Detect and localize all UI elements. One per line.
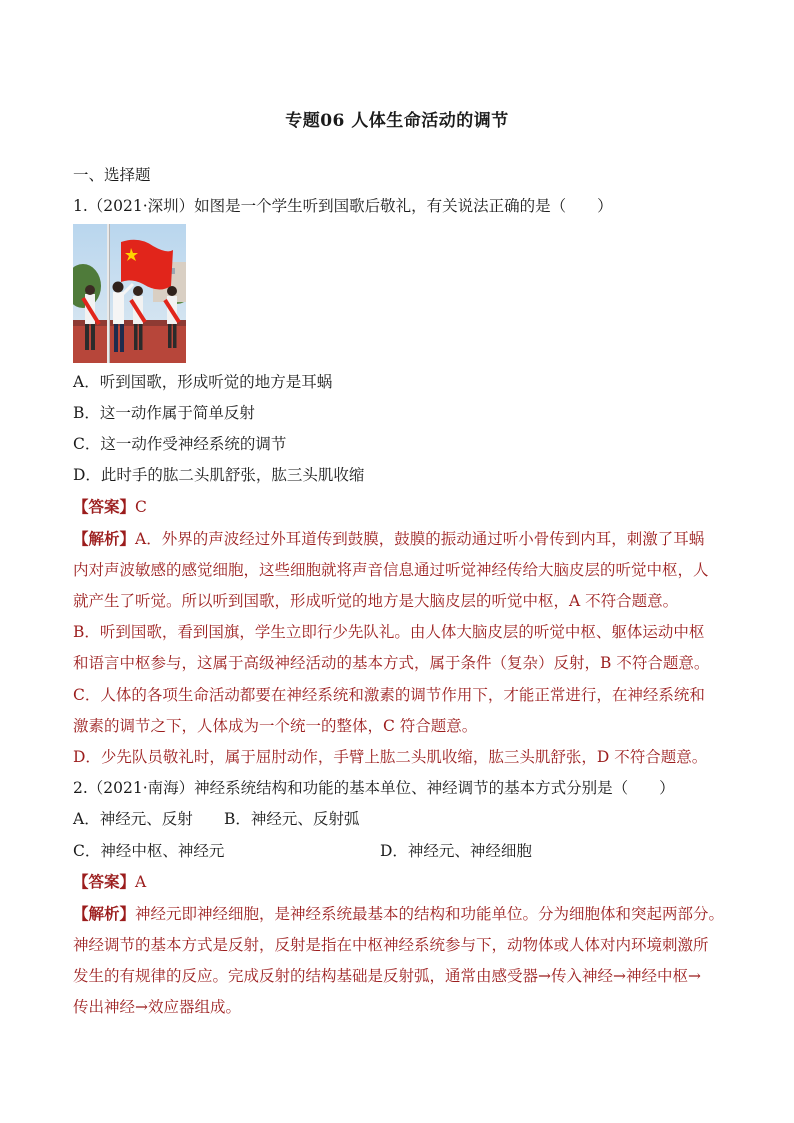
question-1-stem: 1.（2021·深圳）如图是一个学生听到国歌后敬礼，有关说法正确的是（ ） <box>73 197 613 215</box>
question-2-analysis-line-4: 传出神经→效应器组成。 <box>73 998 241 1016</box>
analysis-tag: 【解析】 <box>73 529 136 548</box>
answer-value: A <box>135 873 147 891</box>
question-1-option-b: B．这一动作属于简单反射 <box>73 404 255 422</box>
question-2-option-b: B．神经元、反射弧 <box>224 810 360 828</box>
question-2-answer <box>73 872 146 892</box>
analysis-text: A．外界的声波经过外耳道传到鼓膜，鼓膜的振动通过听小骨传到内耳，刺激了耳蜗 <box>135 530 705 548</box>
analysis-tag: 【解析】 <box>73 904 136 923</box>
question-1-analysis-line-8: D．少先队员敬礼时，属于屈肘动作，手臂上肱二头肌收缩，肱三头肌舒张，D 不符合题意。 <box>73 748 708 766</box>
analysis-text: 神经元即神经细胞，是神经系统最基本的结构和功能单位。分为细胞体和突起两部分。 <box>135 905 725 923</box>
question-1-analysis-line-2: 内对声波敏感的感觉细胞，这些细胞就将声音信息通过听觉神经传给大脑皮层的听觉中枢，人 <box>73 561 709 579</box>
question-2-analysis-line-2: 神经调节的基本方式是反射，反射是指在中枢神经系统参与下，动物体或人体对内环境刺激所 <box>73 936 709 954</box>
answer-tag: 【答案】 <box>73 872 136 891</box>
flag-salute-illustration <box>73 224 186 363</box>
question-1-analysis-line-4: B．听到国歌，看到国旗，学生立即行少先队礼。由人体大脑皮层的听觉中枢、躯体运动中枢 <box>73 623 705 641</box>
question-1-option-d: D．此时手的肱二头肌舒张，肱三头肌收缩 <box>73 466 365 484</box>
question-2-option-d: D．神经元、神经细胞 <box>380 842 532 860</box>
question-1-analysis-line-1 <box>73 529 704 549</box>
page-title: 专题06 人体生命活动的调节 <box>285 111 509 131</box>
answer-value: C <box>135 498 147 516</box>
question-2-option-c: C．神经中枢、神经元 <box>73 842 225 860</box>
question-1-analysis-line-6: C．人体的各项生命活动都要在神经系统和激素的调节作用下，才能正常进行，在神经系统和 <box>73 686 705 704</box>
question-1-analysis-line-5: 和语言中枢参与，这属于高级神经活动的基本方式，属于条件（复杂）反射，B 不符合题意。 <box>73 654 710 672</box>
question-1-analysis-line-3: 就产生了听觉。所以听到国歌，形成听觉的地方是大脑皮层的听觉中枢，A 不符合题意。 <box>73 592 679 610</box>
flag-salute-photo <box>73 224 186 363</box>
question-1-option-c: C．这一动作受神经系统的调节 <box>73 435 287 453</box>
answer-tag: 【答案】 <box>73 497 136 516</box>
question-1-analysis-line-7: 激素的调节之下，人体成为一个统一的整体，C 符合题意。 <box>73 717 478 735</box>
question-2-stem: 2.（2021·南海）神经系统结构和功能的基本单位、神经调节的基本方式分别是（ ） <box>73 779 675 797</box>
question-2-option-a: A．神经元、反射 <box>73 810 193 828</box>
question-2-analysis-line-1 <box>73 904 724 924</box>
question-1-option-a: A．听到国歌，形成听觉的地方是耳蜗 <box>73 373 333 391</box>
question-1-answer <box>73 497 147 517</box>
question-2-analysis-line-3: 发生的有规律的反应。完成反射的结构基础是反射弧，通常由感受器→传入神经→神经中枢→ <box>73 967 701 985</box>
section-heading: 一、选择题 <box>73 166 151 184</box>
